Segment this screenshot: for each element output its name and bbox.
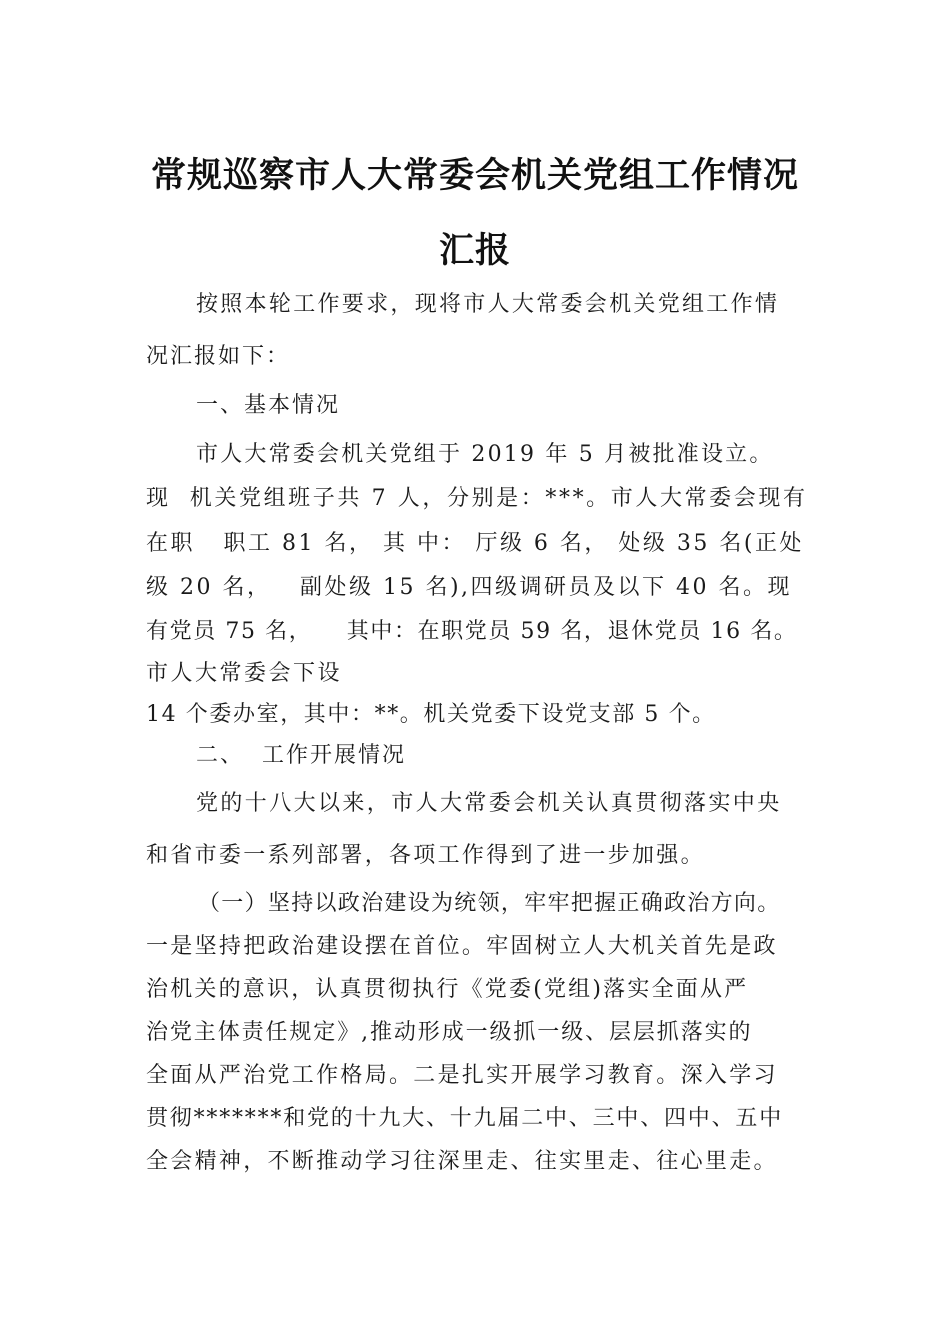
paragraph-line: 治机关的意识，认真贯彻执行《党委(党组)落实全面从严 <box>146 977 749 1002</box>
paragraph-line: 级 20 名， 副处级 15 名),四级调研员及以下 40 名。现 <box>146 575 792 600</box>
document-title-line-1: 常规巡察市人大常委会机关党组工作情况 <box>150 156 799 196</box>
paragraph-line: 况汇报如下： <box>146 344 291 369</box>
paragraph-line: 14 个委办室，其中：**。机关党委下设党支部 5 个。 <box>146 702 716 727</box>
paragraph-line: 按照本轮工作要求，现将市人大常委会机关党组工作情 <box>196 292 780 317</box>
paragraph-line: 全会精神，不断推动学习往深里走、往实里走、往心里走。 <box>146 1149 778 1174</box>
paragraph-line: 市人大常委会下设 <box>146 661 343 686</box>
paragraph-line: 现 机关党组班子共 7 人，分别是：***。市人大常委会现有 <box>146 486 808 511</box>
paragraph-line: 和省市委一系列部署，各项工作得到了进一步加强。 <box>146 843 705 868</box>
section-heading: 一、基本情况 <box>196 393 341 418</box>
paragraph-line: 党的十八大以来，市人大常委会机关认真贯彻落实中央 <box>196 791 782 816</box>
paragraph-line: 全面从严治党工作格局。二是扎实开展学习教育。深入学习 <box>146 1063 778 1088</box>
paragraph-line: 市人大常委会机关党组于 2019 年 5 月被批准设立。 <box>196 442 774 467</box>
paragraph-line: 治党主体责任规定》,推动形成一级抓一级、层层抓落实的 <box>146 1020 753 1045</box>
paragraph-line: 有党员 75 名， 其中：在职党员 59 名，退休党员 16 名。 <box>146 619 798 644</box>
subsection-heading: （一）坚持以政治建设为统领，牢牢把握正确政治方向。 <box>198 891 781 916</box>
paragraph-line: 在职 职工 81 名， 其 中： 厅级 6 名， 处级 35 名(正处 <box>146 531 804 556</box>
paragraph-line: 贯彻*******和党的十九大、十九届二中、三中、四中、五中 <box>146 1106 784 1131</box>
paragraph-line: 一是坚持把政治建设摆在首位。牢固树立人大机关首先是政 <box>146 934 778 959</box>
section-heading: 二、 工作开展情况 <box>196 743 406 768</box>
document-title-line-2: 汇报 <box>438 231 511 271</box>
